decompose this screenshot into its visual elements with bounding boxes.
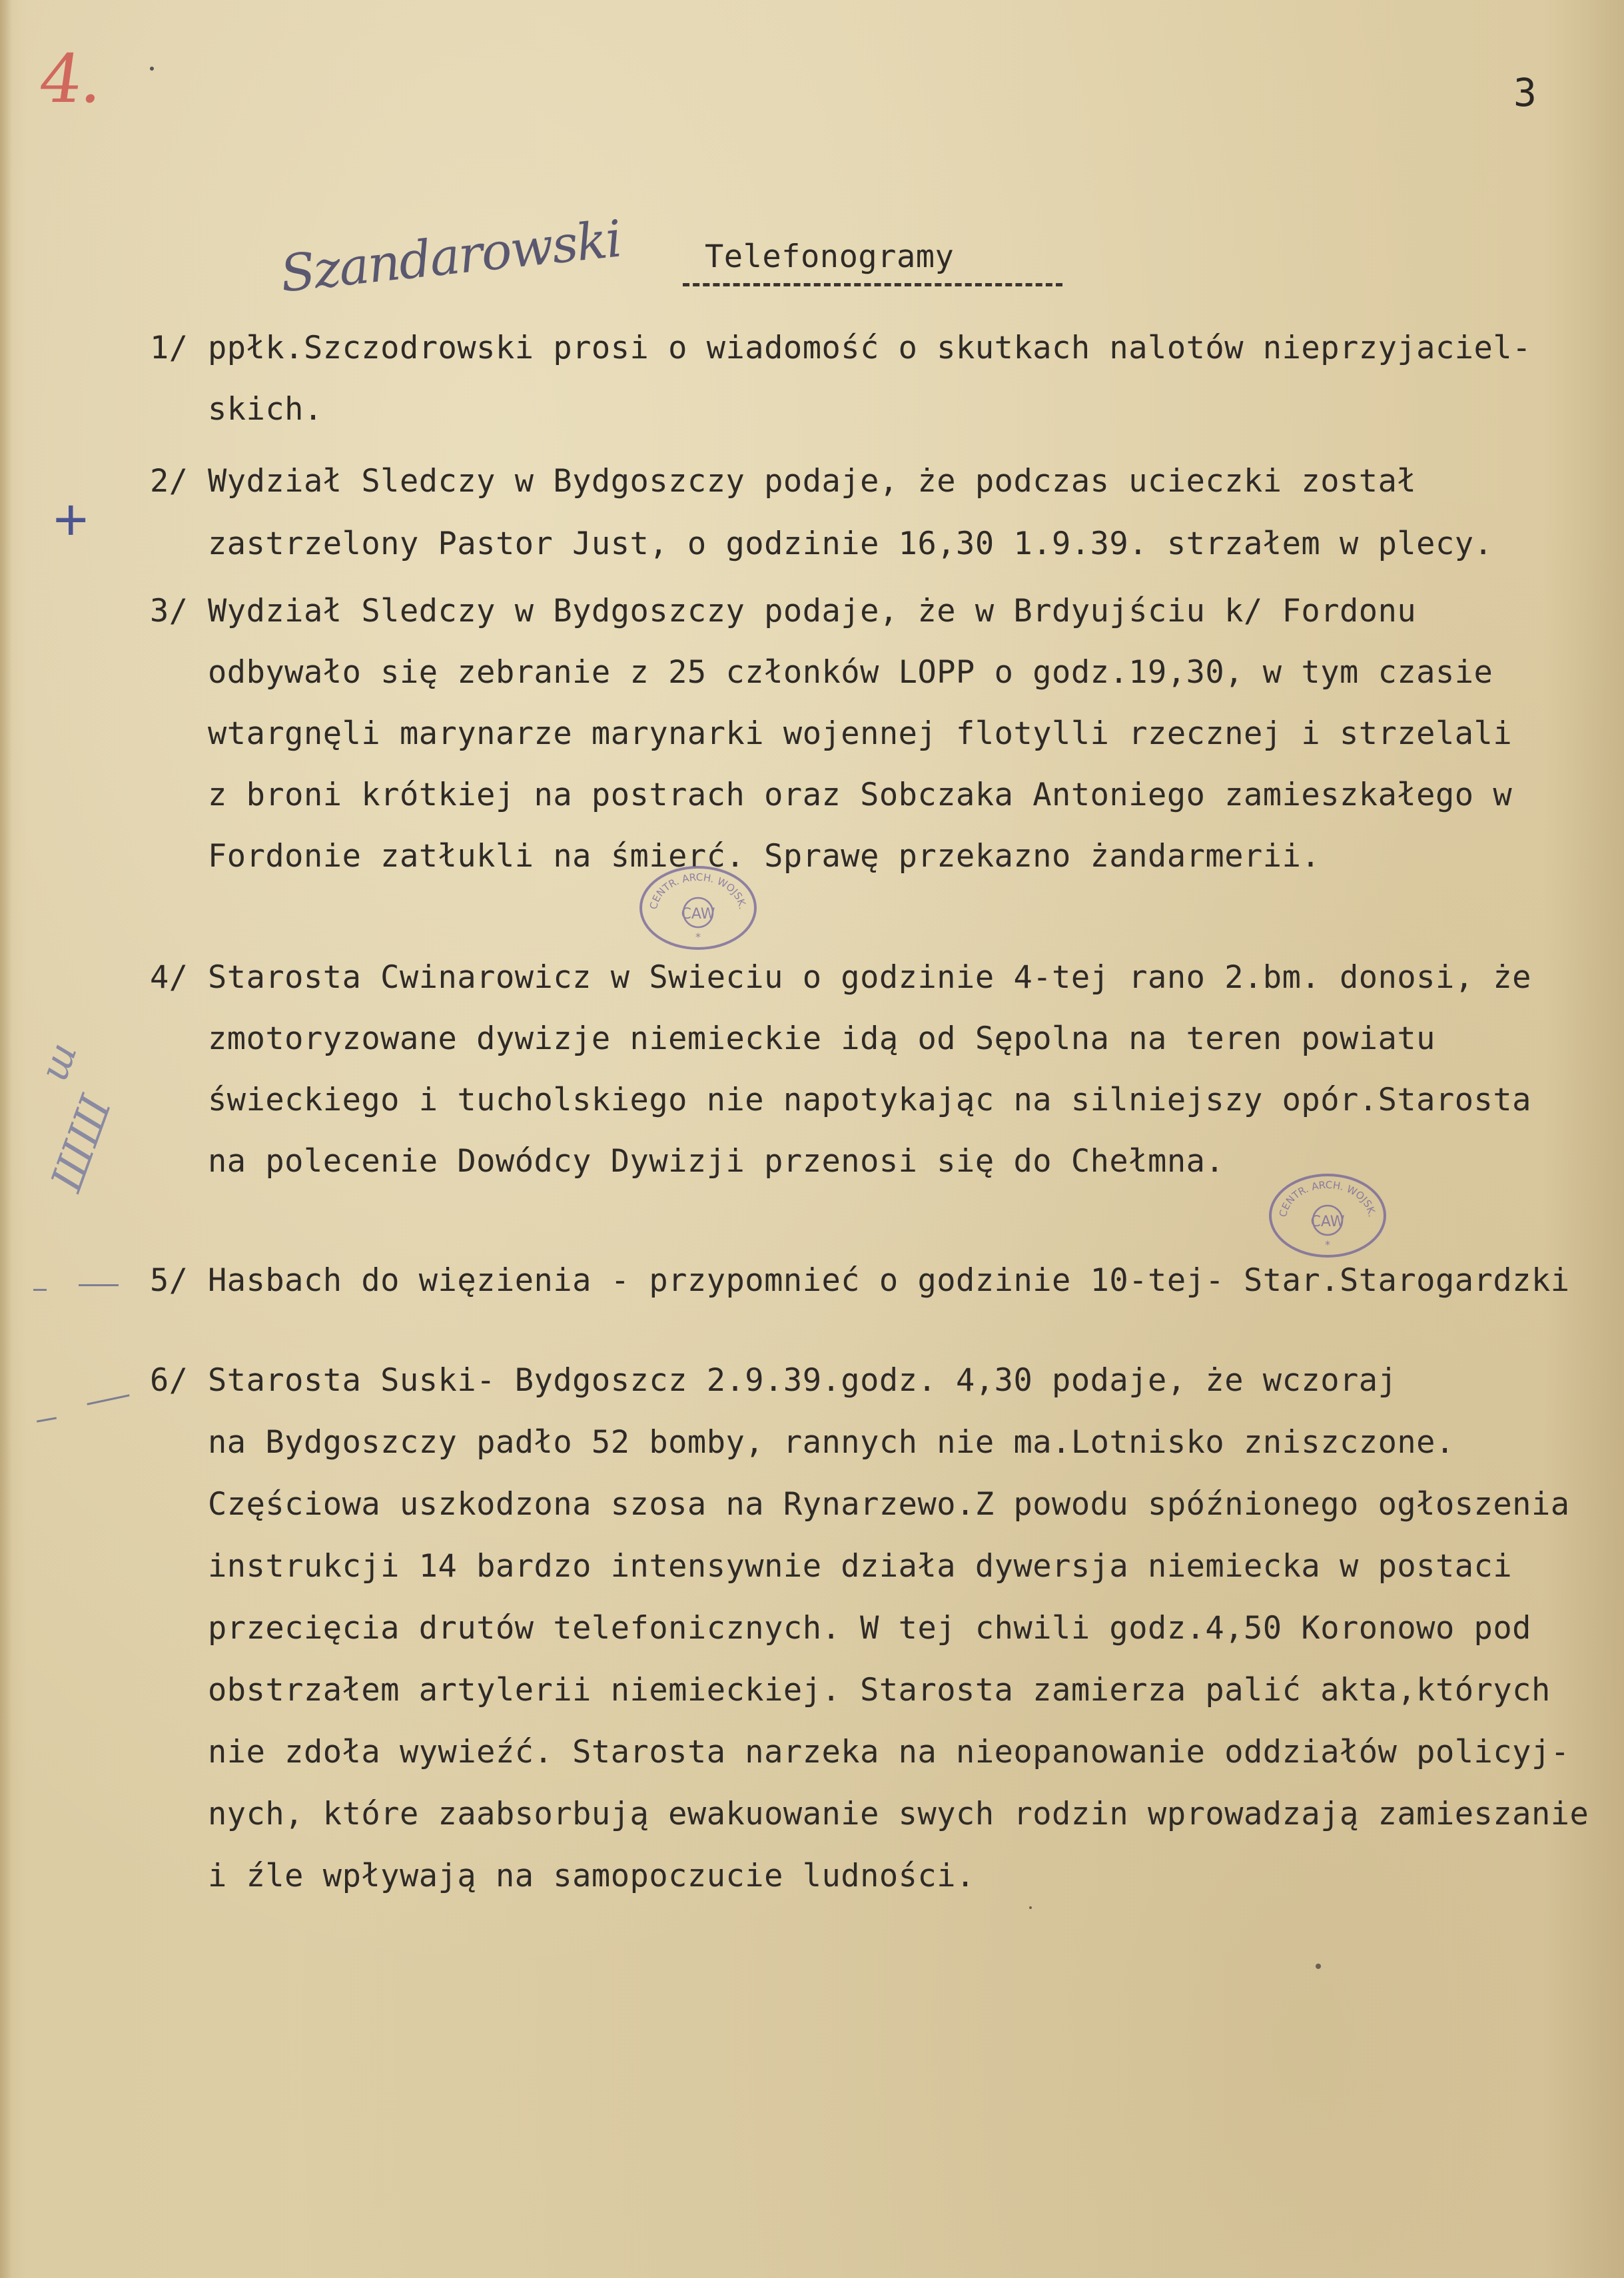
svg-text:*: * (1325, 1238, 1330, 1251)
archive-folio-number: 4. (34, 40, 109, 118)
stamp-text: CENTR. ARCH. WOJSK. (1276, 1178, 1378, 1218)
svg-text:CENTR. ARCH. WOJSK. (647, 871, 749, 911)
item-text-line: odbywało się zebranie z 25 członków LOPP o godz.19,30, w tym czasie (208, 654, 1493, 691)
item-number: 1/ (150, 330, 189, 366)
title-underline (683, 283, 1062, 286)
item-text-line: z broni krótkiej na postrach oraz Sobczaka Antoniego zamieszkałego w (208, 777, 1513, 813)
stamp-monogram: CAW (1310, 1214, 1345, 1230)
margin-plus-mark: + (53, 487, 89, 554)
item-text-line: świeckiego i tucholskiego nie napotykając na silniejszy opór.Starosta (208, 1082, 1531, 1118)
item-text-line: nie zdoła wywieźć. Starosta narzeka na nieopanowanie oddziałów policyj- (208, 1734, 1570, 1770)
paper-edge (0, 0, 12, 2278)
pencil-dash (33, 1289, 47, 1291)
handwritten-signature: Szandarowski (277, 208, 624, 304)
item-text-line: instrukcji 14 bardzo intensywnie działa dywersja niemiecka w postaci (208, 1548, 1513, 1585)
archive-stamp (1269, 1174, 1386, 1258)
item-text-line: Starosta Suski- Bydgoszcz 2.9.39.godz. 4,30 podaje, że wczoraj (208, 1362, 1398, 1399)
item-text-line: zastrzelony Pastor Just, o godzinie 16,30 1.9.39. strzałem w plecy. (208, 526, 1493, 562)
document-title: Telefonogramy (705, 238, 955, 275)
pencil-dash (79, 1284, 119, 1286)
stamp-monogram: CAW (681, 906, 715, 923)
pencil-dash (87, 1394, 129, 1405)
pencil-annotation: ШШ (42, 1089, 122, 1198)
paper-speck (1029, 1906, 1032, 1909)
item-number: 3/ (150, 593, 189, 629)
item-number: 2/ (150, 463, 189, 500)
item-text-line: Wydział Sledczy w Bydgoszczy podaje, że w Brdyujściu k/ Fordonu (208, 593, 1417, 629)
ink-dot (150, 67, 154, 71)
item-text-line: Fordonie zatłukli na śmierć. Sprawę przekazno żandarmerii. (208, 838, 1321, 875)
item-text-line: Hasbach do więzienia - przypomnieć o godzinie 10-tej- Star.Starogardzki (208, 1262, 1570, 1299)
item-text-line: skich. (208, 391, 323, 428)
archive-stamp (639, 866, 757, 950)
pencil-annotation: ш (31, 1036, 86, 1087)
item-text-line: nych, które zaabsorbują ewakuowanie swych rodzin wprowadzają zamieszanie (208, 1796, 1589, 1832)
item-number: 5/ (150, 1262, 189, 1299)
item-text-line: na polecenie Dowódcy Dywizji przenosi się do Chełmna. (208, 1143, 1225, 1180)
paper-speck (1316, 1964, 1321, 1969)
item-text-line: przecięcia drutów telefonicznych. W tej chwili godz.4,50 Koronowo pod (208, 1610, 1531, 1647)
svg-text:CENTR. ARCH. WOJSK. (1277, 1179, 1378, 1218)
item-text-line: na Bydgoszczy padło 52 bomby, rannych nie ma.Lotnisko zniszczone. (208, 1424, 1455, 1461)
item-number: 4/ (150, 959, 189, 996)
item-number: 6/ (150, 1362, 189, 1399)
item-text-line: zmotoryzowane dywizje niemieckie idą od Sępolna na teren powiatu (208, 1020, 1435, 1057)
item-text-line: wtargnęli marynarze marynarki wojennej flotylli rzecznej i strzelali (208, 715, 1513, 752)
page-number: 3 (1513, 70, 1537, 115)
item-text-line: ppłk.Szczodrowski prosi o wiadomość o skutkach nalotów nieprzyjaciel- (208, 330, 1531, 366)
item-text-line: Starosta Cwinarowicz w Swieciu o godzinie 4-tej rano 2.bm. donosi, że (208, 959, 1531, 996)
stamp-text: CENTR. ARCH. WOJSK. (647, 871, 749, 911)
pencil-dash (37, 1417, 57, 1422)
svg-text:*: * (695, 931, 701, 943)
item-text-line: obstrzałem artylerii niemieckiej. Starosta zamierza palić akta,których (208, 1672, 1551, 1708)
item-text-line: Wydział Sledczy w Bydgoszczy podaje, że podczas ucieczki został (208, 463, 1417, 500)
item-text-line: Częściowa uszkodzona szosa na Rynarzewo.Z powodu spóźnionego ogłoszenia (208, 1486, 1570, 1523)
item-text-line: i źle wpływają na samopoczucie ludności. (208, 1858, 975, 1894)
